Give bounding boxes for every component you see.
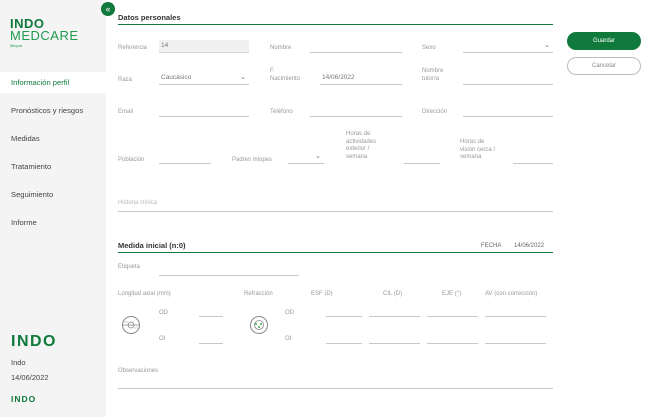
poblacion-label: Población: [118, 157, 145, 163]
sidebar-item-pronosticos[interactable]: Pronósticos y riesgos: [11, 106, 84, 115]
longitud-axial-text: Longitud axial: [118, 291, 156, 297]
poblacion-input[interactable]: [159, 151, 211, 164]
oi-av-input[interactable]: [485, 331, 546, 344]
sidebar-item-informacion-perfil[interactable]: Información perfil: [0, 72, 106, 93]
section-divider: [118, 24, 553, 25]
sidebar-item-tratamiento[interactable]: Tratamiento: [11, 162, 52, 171]
raza-value: Caucásico: [161, 74, 192, 81]
eje-label: [442, 291, 461, 299]
esf-text: ESF: [311, 291, 323, 297]
nacimiento-label-line1: F.: [270, 68, 275, 74]
od-label-refraction: OD: [285, 310, 294, 316]
footer-logo: INDO: [11, 394, 37, 404]
oi-cil-input[interactable]: [369, 331, 420, 344]
observaciones-label: Observaciones: [118, 368, 159, 374]
section-divider: [118, 252, 553, 253]
nacimiento-value: 14/06/2022: [322, 74, 355, 81]
etiqueta-input[interactable]: [159, 263, 299, 276]
email-input[interactable]: [159, 104, 249, 117]
user-date: 14/06/2022: [11, 373, 49, 382]
chevron-down-icon: ⌄: [315, 153, 321, 160]
sidebar: [0, 0, 106, 417]
cancel-button[interactable]: Cancelar: [567, 57, 641, 75]
od-cil-input[interactable]: [369, 304, 420, 317]
sidebar-item-informe[interactable]: Informe: [11, 218, 37, 227]
refraction-eye-icon: [249, 315, 269, 335]
brand-line2: MEDCARE: [10, 28, 79, 43]
chevron-down-icon: ⌄: [544, 42, 550, 49]
nacimiento-label: [270, 68, 300, 83]
sidebar-item-medidas[interactable]: Medidas: [11, 134, 40, 143]
longitud-axial-unit: (mm): [156, 291, 171, 297]
section-title-measure: Medida inicial (n:0): [118, 241, 186, 250]
tutor-label: [422, 68, 443, 83]
padres-label: Padres miopes: [232, 157, 273, 163]
brand-line1: INDO: [10, 16, 45, 31]
esf-unit: (D): [324, 291, 333, 297]
od-av-input[interactable]: [485, 304, 546, 317]
nacimiento-label-line2: Nacimiento: [270, 75, 301, 82]
horas-vision-label: [460, 139, 495, 162]
horas-vision-line: visión cerca /: [460, 146, 496, 153]
fecha-label: FECHA: [481, 243, 502, 249]
oi-label-refraction: OI: [285, 336, 292, 342]
sidebar-item-seguimiento[interactable]: Seguimiento: [11, 190, 54, 199]
referencia-label: Referencia: [118, 45, 148, 51]
brand-logo: [10, 18, 79, 48]
longitud-axial-label: [118, 291, 171, 299]
collapse-sidebar-icon[interactable]: «: [101, 2, 115, 16]
sidebar-nav: [0, 72, 106, 240]
horas-exterior-label: [346, 131, 376, 161]
od-esf-input[interactable]: [326, 304, 362, 317]
tutor-input[interactable]: [463, 72, 553, 85]
od-label-axial: OD: [159, 310, 168, 316]
telefono-label: Teléfono: [270, 109, 293, 115]
eje-unit: (°): [454, 291, 462, 297]
referencia-field: [159, 40, 249, 53]
od-axial-input[interactable]: [199, 304, 223, 317]
raza-select[interactable]: [159, 72, 249, 85]
oi-label-axial: OI: [159, 336, 166, 342]
sexo-select[interactable]: [463, 40, 553, 53]
nombre-label: Nombre: [270, 45, 292, 51]
nacimiento-input[interactable]: [320, 72, 402, 85]
horas-exterior-line: Horas de: [346, 131, 371, 137]
observaciones-textarea[interactable]: [118, 377, 553, 389]
horas-vision-line: Horas de: [460, 139, 485, 145]
chevron-down-icon: ⌄: [240, 74, 246, 81]
av-label: [485, 291, 537, 299]
direccion-label: Dirección: [422, 109, 448, 115]
eje-text: EJE: [442, 291, 454, 297]
refraccion-label: Refracción: [244, 291, 273, 297]
oi-esf-input[interactable]: [326, 331, 362, 344]
section-title-personal: Datos personales: [118, 13, 181, 22]
save-button[interactable]: Guardar: [567, 32, 641, 50]
av-text: AV: [485, 291, 493, 297]
email-label: Email: [118, 109, 134, 115]
cil-unit: (D): [393, 291, 403, 297]
indo-logo: INDO: [11, 333, 57, 350]
user-name: Indo: [11, 358, 26, 367]
telefono-input[interactable]: [310, 104, 402, 117]
cil-label: [383, 291, 402, 299]
horas-exterior-line: exterior /: [346, 146, 370, 152]
sexo-label: Sexo: [422, 45, 436, 51]
od-eje-input[interactable]: [427, 304, 478, 317]
tutor-label-line1: Nombre: [422, 68, 444, 74]
horas-vision-input[interactable]: [513, 151, 553, 164]
horas-exterior-line: actividades: [346, 138, 377, 145]
av-unit: (con corrección): [494, 291, 538, 297]
referencia-value: 14: [161, 42, 169, 49]
direccion-input[interactable]: [463, 104, 553, 117]
etiqueta-label: Etiqueta: [118, 264, 141, 270]
cil-text: CIL: [383, 291, 393, 297]
nombre-input[interactable]: [310, 40, 402, 53]
historia-clinica-label: Historia clínica: [118, 200, 158, 206]
horas-vision-line: semana: [460, 154, 482, 160]
fecha-value: 14/06/2022: [514, 243, 545, 249]
raza-label: Raza: [118, 77, 133, 83]
horas-exterior-line: semana: [346, 153, 368, 160]
oi-eje-input[interactable]: [427, 331, 478, 344]
axial-length-eye-icon: [121, 315, 141, 335]
historia-clinica-textarea[interactable]: [118, 198, 553, 212]
tutor-label-line2: tutor/a: [422, 75, 440, 82]
oi-axial-input[interactable]: [199, 331, 223, 344]
brand-subtitle: Miopía: [10, 43, 23, 48]
horas-exterior-input[interactable]: [404, 151, 440, 164]
esf-label: [311, 291, 333, 299]
padres-select[interactable]: [288, 151, 324, 164]
